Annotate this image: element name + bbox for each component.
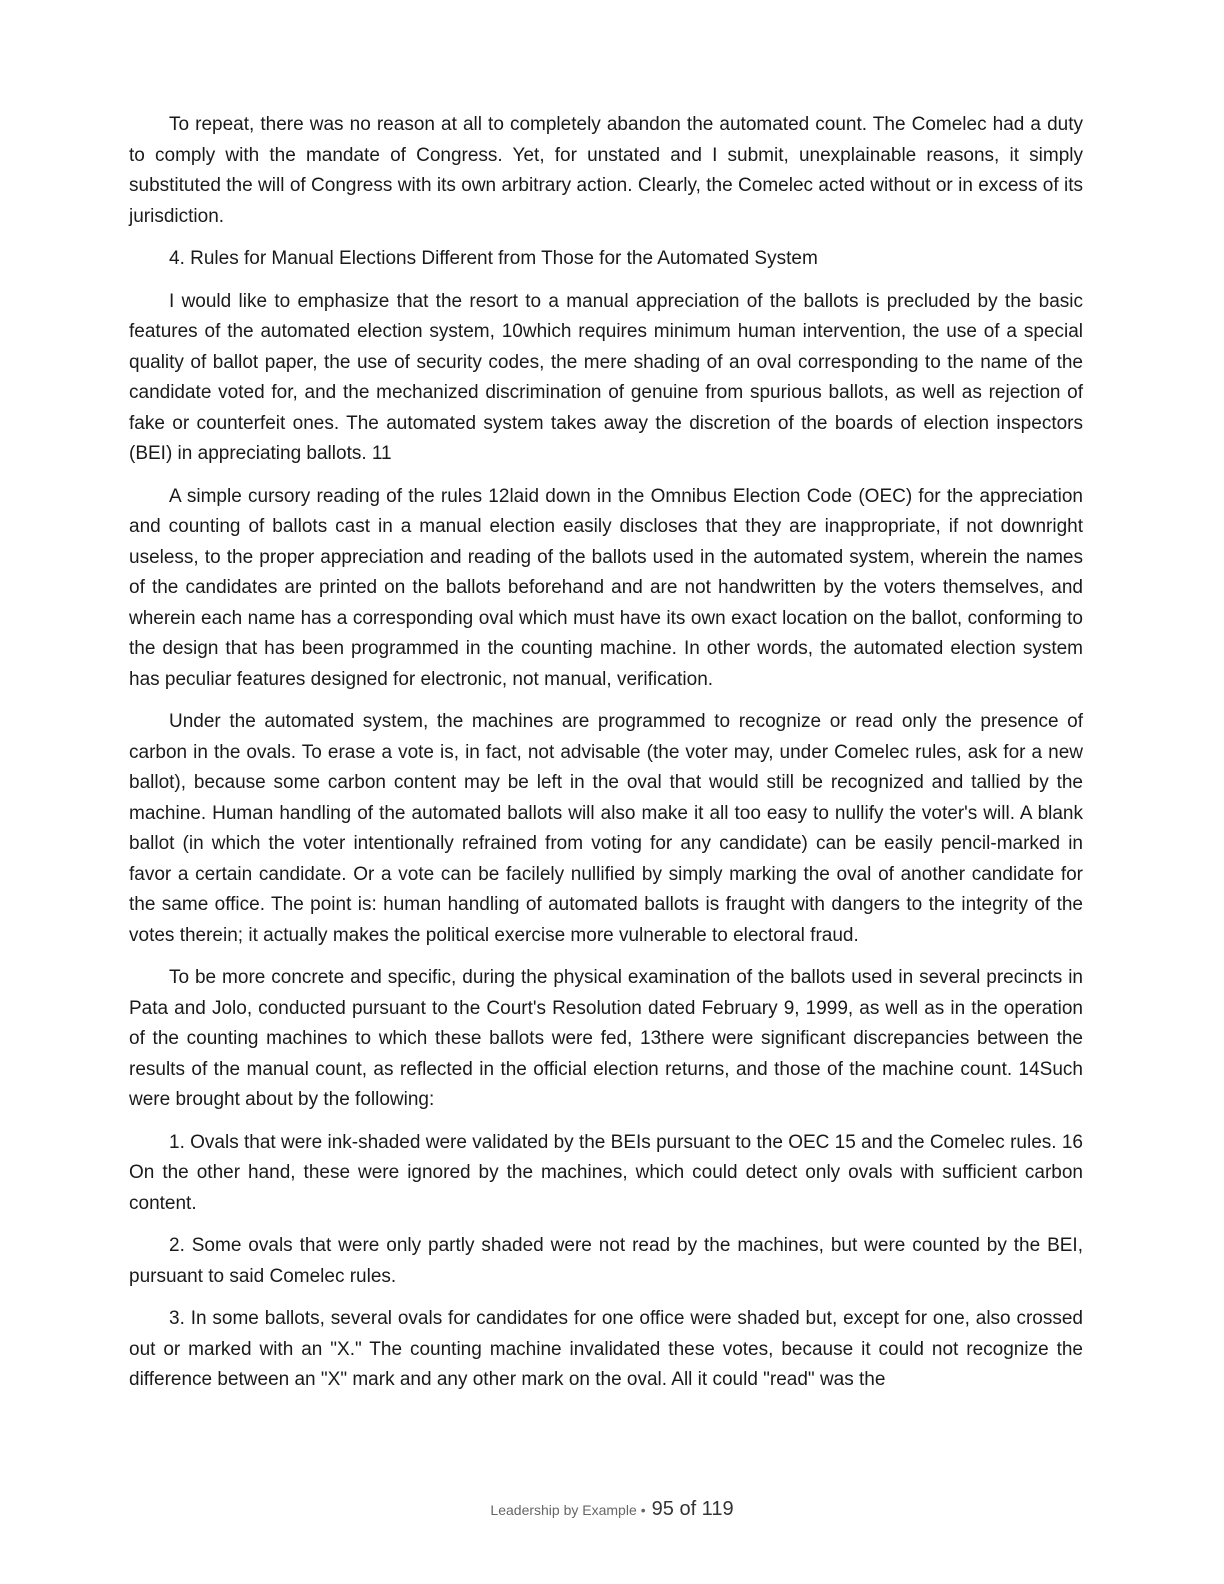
- page-body: [129, 110, 1083, 1408]
- footer-title: Leadership by Example: [490, 1502, 637, 1518]
- paragraph-1: To repeat, there was no reason at all to completely abandon the automated count. The Comelec had a duty to comply with the mandate of Congress. Yet, for unstated and I submit, unexplainable reasons, it simply substituted the will of Congress with its own arbitrary action. Clearly, the Comelec acted without or in excess of its jurisdiction.: [129, 114, 1083, 227]
- page-number: 95 of 119: [651, 1498, 734, 1520]
- paragraph-3: A simple cursory reading of the rules 12laid down in the Omnibus Election Code (OEC) for the appreciation and counting of ballots cast in a manual election easily discloses that they are inappropriate, if not downright useless, to the proper appreciation and reading of the ballots used in the automated system, wherein the names of the candidates are printed on the ballots beforehand and are not handwritten by the voters themselves, and wherein each name has a corresponding oval which must have its own exact location on the ballot, conforming to the design that has been programmed in the counting machine. In other words, the automated election system has peculiar features designed for electronic, not manual, verification.: [129, 485, 1083, 690]
- list-item-3: 3. In some ballots, several ovals for candidates for one office were shaded but, except for one, also crossed out or marked with an "X." The counting machine invalidated these votes, because it could not recognize the difference between an "X" mark and any other mark on the oval. All it could "read" was the: [129, 1308, 1083, 1390]
- list-item-2: 2. Some ovals that were only partly shaded were not read by the machines, but were counted by the BEI, pursuant to said Comelec rules.: [129, 1235, 1083, 1287]
- section-heading: 4. Rules for Manual Elections Different from Those for the Automated System: [169, 248, 818, 269]
- paragraph-4: Under the automated system, the machines are programmed to recognize or read only the presence of carbon in the ovals. To erase a vote is, in fact, not advisable (the voter may, under Comelec rules, ask for a new ballot), because some carbon content may be left in the oval that would still be recognized and tallied by the machine. Human handling of the automated ballots will also make it all too easy to nullify the voter's will. A blank ballot (in which the voter intentionally refrained from voting for any candidate) can be easily pencil-marked in favor a certain candidate. Or a vote can be facilely nullified by simply marking the oval of another candidate for the same office. The point is: human handling of automated ballots is fraught with dangers to the integrity of the votes therein; it actually makes the political exercise more vulnerable to electoral fraud.: [129, 711, 1083, 946]
- page-footer: [0, 1498, 1224, 1521]
- list-item-1: 1. Ovals that were ink-shaded were validated by the BEIs pursuant to the OEC 15 and the Comelec rules. 16 On the other hand, these were ignored by the machines, which could detect only ovals with sufficient carbon content.: [129, 1131, 1083, 1214]
- paragraph-5: To be more concrete and specific, during the physical examination of the ballots used in several precincts in Pata and Jolo, conducted pursuant to the Court's Resolution dated February 9, 1999, as well as in the operation of the counting machines to which these ballots were fed, 13there were significant discrepancies between the results of the manual count, as reflected in the official election returns, and those of the machine count. 14Such were brought about by the following:: [129, 967, 1083, 1110]
- footer-bullet: •: [640, 1502, 646, 1518]
- paragraph-2: I would like to emphasize that the resort to a manual appreciation of the ballots is precluded by the basic features of the automated election system, 10which requires minimum human intervention, the use of a special quality of ballot paper, the use of security codes, the mere shading of an oval corresponding to the name of the candidate voted for, and the mechanized discrimination of genuine from spurious ballots, as well as rejection of fake or counterfeit ones. The automated system takes away the discretion of the boards of election inspectors (BEI) in appreciating ballots. 11: [129, 290, 1083, 464]
